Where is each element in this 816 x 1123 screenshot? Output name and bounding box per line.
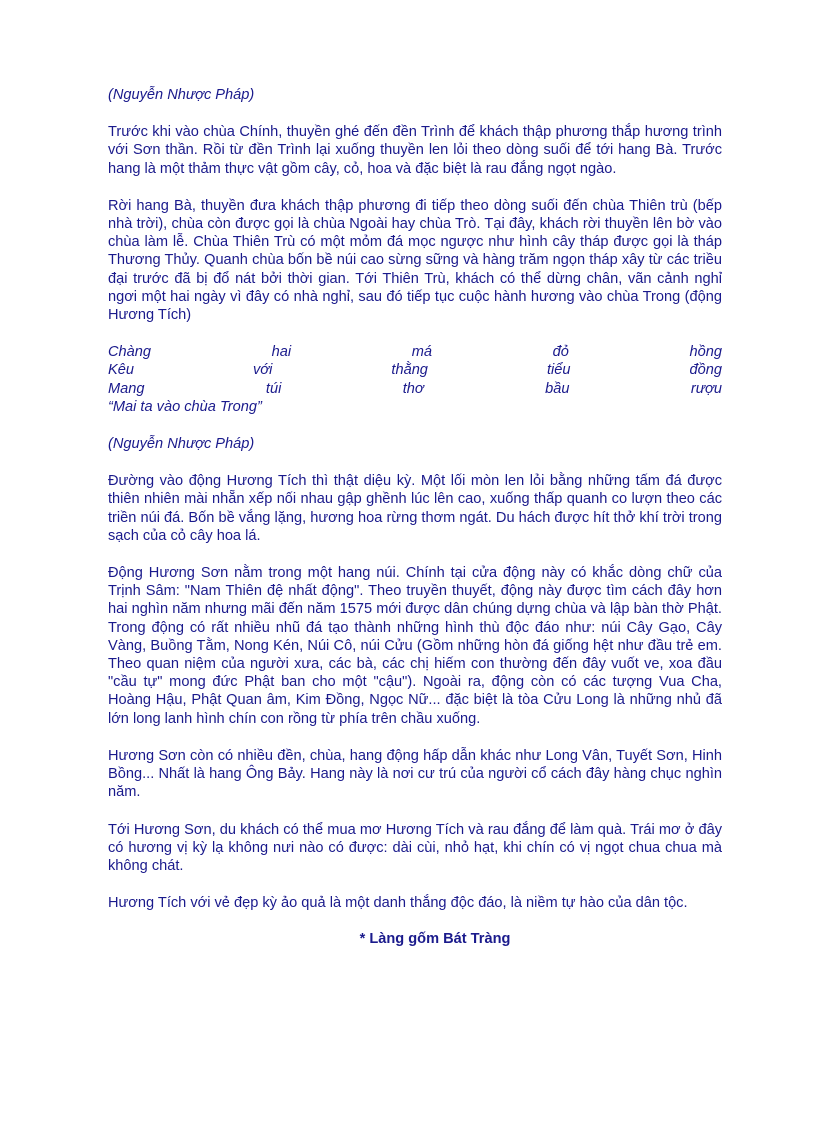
poem-word: rượu: [690, 380, 722, 397]
paragraph-huong-son-cave: Động Hương Sơn nằm trong một hang núi. Chính tại cửa động này có khắc dòng chữ của Trịnh Sâm: "Nam Thiên đệ nhất động". Theo truyền thuyết, động này được tìm cách đây hơn hai nghìn năm nhưng mãi đến năm 1575 mới được dân chúng dựng chùa và lập bàn thờ Phật. Trong động có rất nhiều nhũ đá tạo thành những hình thù độc đáo như: núi Cây Gạo, Cây Vàng, Buồng Tằm, Nong Kén, Núi Cô, núi Cửu (Gồm những hòn đá giống hệt như đầu trẻ em. Theo quan niệm của người xưa, các bà, các chị hiếm con thường đến đây vuốt ve, xoa đầu "cầu tự" mong đức Phật ban cho một "cậu"). Ngoài ra, động còn có các tượng Vua Cha, Hoàng Hậu, Phật Quan âm, Kim Đồng, Ngọc Nữ... đặc biệt là tòa Cửu Long là những nhủ đã lớn long lanh hình chín con rồng từ phía trên chầu xuống.: [108, 565, 722, 727]
paragraph-conclusion: Hương Tích với vẻ đẹp kỳ ảo quả là một danh thắng độc đáo, là niềm tự hào của dân tộc.: [108, 895, 688, 912]
paragraph-thien-tru: Rời hang Bà, thuyền đưa khách thập phương đi tiếp theo dòng suối đến chùa Thiên trù (bếp nhà trời), chùa còn được gọi là chùa Ngoài hay chùa Trò. Tại đây, khách rời thuyền lên bờ vào chùa làm lễ. Chùa Thiên Trù có một mỏm đá mọc ngược như hình cây tháp được gọi là tháp Thương Thủy. Quanh chùa bốn bề núi cao sừng sững và hàng trăm ngọn tháp xây từ các triều đại trước đã bị đổ nát bởi thời gian. Tới Thiên Trù, khách có thể dừng chân, vãn cảnh nghỉ ngơi một hai ngày vì đây có nhà nghỉ, sau đó tiếp tục cuộc hành hương vào chùa Trong (động Hương Tích): [108, 197, 722, 324]
author-credit-2: (Nguyễn Nhược Pháp): [108, 436, 255, 453]
poem-word: hồng: [689, 344, 722, 361]
poem-word: thơ: [402, 380, 424, 397]
poem-word: hai: [271, 344, 292, 361]
poem-block: [108, 343, 722, 416]
paragraph-other-sites: Hương Sơn còn có nhiều đền, chùa, hang động hấp dẫn khác như Long Vân, Tuyết Sơn, Hinh Bồng... Nhất là hang Ông Bảy. Hang này là nơi cư trú của người cổ cách đây hàng chục nghìn năm.: [108, 747, 722, 801]
poem-word: đỏ: [552, 344, 569, 361]
poem-word: má: [411, 344, 433, 361]
poem-line-4: “Mai ta vào chùa Trong”: [108, 398, 262, 415]
poem-word: với: [253, 362, 273, 379]
paragraph-trinh-temple: Trước khi vào chùa Chính, thuyền ghé đến đền Trình để khách thập phương thắp hương trình với Sơn thần. Rồi từ đền Trình lại xuống thuyền len lỏi theo dòng suối để tới hang Bà. Trước hang là một thảm thực vật gồm cây, cỏ, hoa và đặc biệt là rau đắng ngọt ngào.: [108, 124, 722, 177]
poem-word: Kêu: [108, 362, 134, 379]
poem-word: Mang: [108, 380, 145, 397]
poem-line-2: [108, 361, 722, 379]
poem-word: túi: [265, 380, 282, 397]
section-heading: * Làng gốm Bát Tràng: [359, 931, 511, 948]
paragraph-path-to-cave: Đường vào động Hương Tích thì thật diệu kỳ. Một lối mòn len lỏi bằng những tấm đá được thiên nhiên mài nhẵn xếp nối nhau gập ghềnh lúc lên cao, xuống thấp quanh co lượn theo các triền núi đá. Bốn bề vắng lặng, hương hoa rừng thơm ngát. Du hách được hít thở khí trời trong sạch của cỏ cây hoa lá.: [108, 473, 722, 544]
poem-word: thằng: [391, 362, 428, 379]
poem-word: bầu: [545, 380, 570, 397]
poem-word: tiểu: [546, 362, 571, 379]
paragraph-souvenirs: Tới Hương Sơn, du khách có thể mua mơ Hương Tích và rau đắng để làm quà. Trái mơ ở đây có hương vị kỳ lạ không nưi nào có được: dài cùi, nhỏ hạt, khi chín có vị ngọt chua chua mà không chát.: [108, 821, 722, 874]
poem-word: đồng: [689, 362, 722, 379]
author-credit-1: (Nguyễn Nhược Pháp): [108, 87, 255, 103]
poem-line-1: [108, 343, 722, 361]
poem-word: Chàng: [108, 344, 152, 361]
poem-line-3: [108, 380, 722, 398]
